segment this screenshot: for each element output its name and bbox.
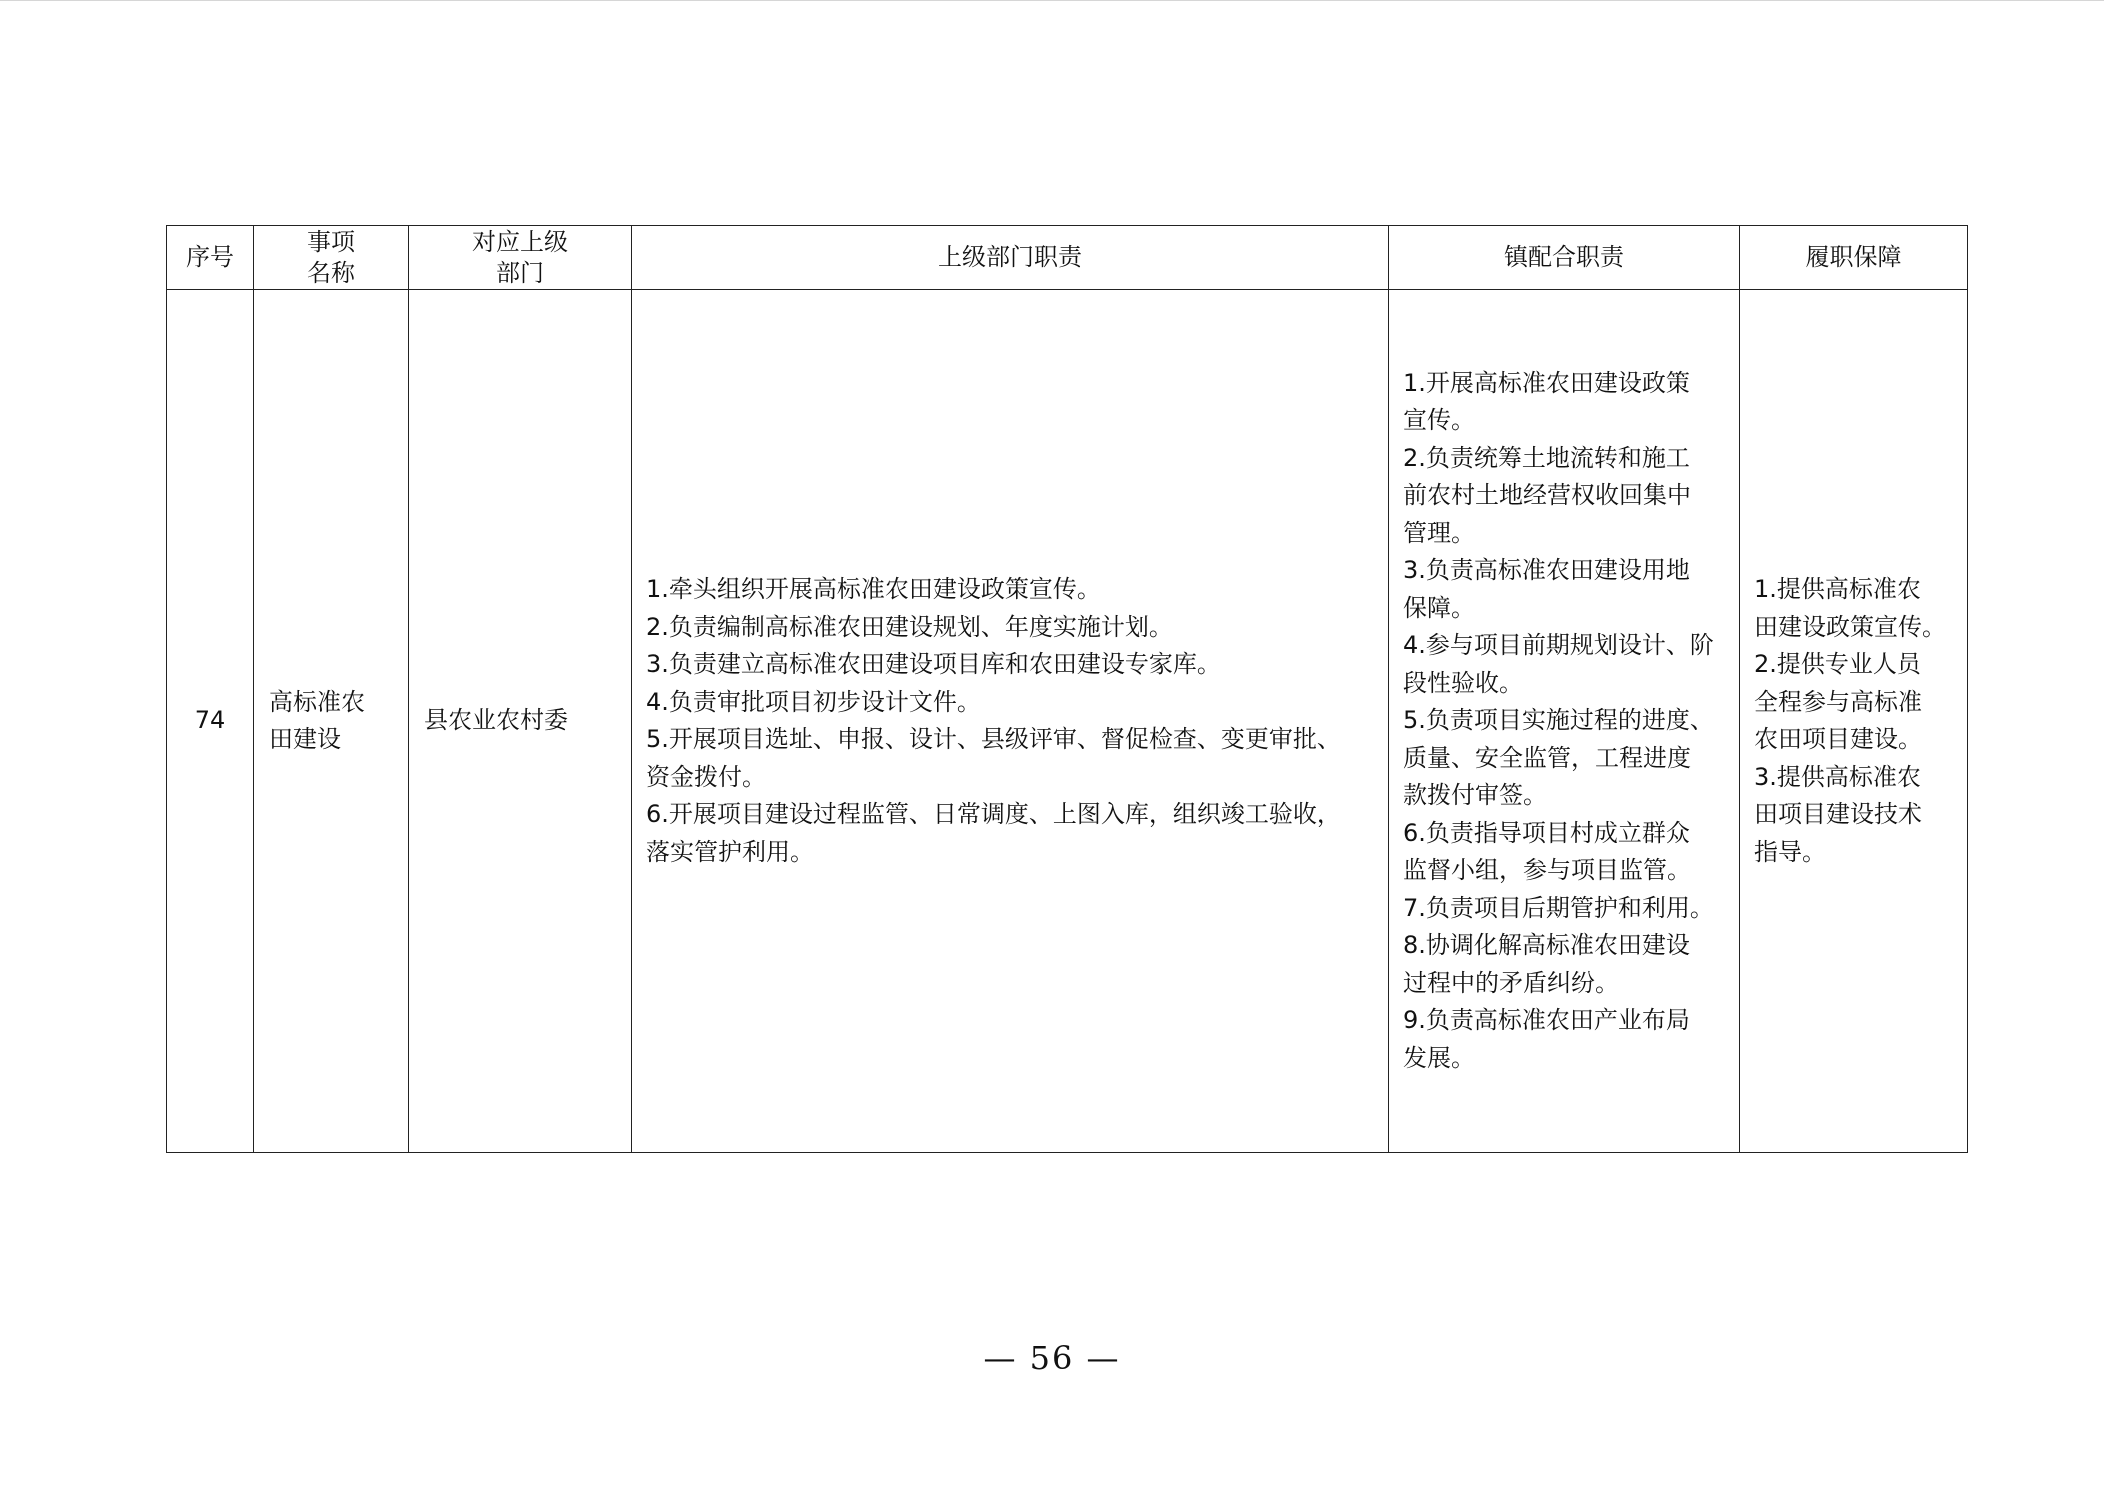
duty-line: 发展。	[1403, 1043, 1475, 1072]
header-seq: 序号	[167, 226, 254, 290]
duty-line: 资金拨付。	[646, 762, 766, 791]
duty-line: 农田项目建设。	[1754, 725, 1922, 753]
header-superior-dept: 对应上级 部门	[409, 226, 632, 290]
duty-line: 全程参与高标准	[1754, 687, 1922, 716]
duty-line: 2.负责统筹土地流转和施工	[1403, 443, 1690, 472]
duty-line: 7.负责项目后期管护和利用。	[1403, 893, 1714, 922]
duty-line: 田项目建设技术	[1754, 800, 1922, 828]
duty-line: 款拨付审签。	[1403, 781, 1547, 810]
page-top-edge	[0, 0, 2104, 1]
header-town-duties: 镇配合职责	[1389, 226, 1740, 290]
duty-line: 1.开展高标准农田建设政策	[1403, 368, 1690, 397]
duty-line: 指导。	[1754, 837, 1826, 866]
cell-guarantee	[1740, 290, 1968, 1153]
duty-line: 5.负责项目实施过程的进度、	[1403, 706, 1714, 735]
duty-line: 质量、安全监管，工程进度	[1403, 743, 1691, 772]
duty-line: 5.开展项目选址、申报、设计、县级评审、督促检查、变更审批、	[646, 725, 1341, 753]
duty-line: 1.提供高标准农	[1754, 575, 1921, 603]
duty-line: 3.负责建立高标准农田建设项目库和农田建设专家库。	[646, 650, 1221, 678]
cell-seq: 74	[167, 290, 254, 1153]
cell-item-name: 高标准农 田建设	[254, 290, 409, 1153]
cell-town-duties	[1389, 290, 1740, 1153]
duty-line: 过程中的矛盾纠纷。	[1403, 968, 1619, 997]
cell-superior-dept: 县农业农村委	[409, 290, 632, 1153]
duty-line: 3.负责高标准农田建设用地	[1403, 556, 1690, 585]
duty-line: 4.负责审批项目初步设计文件。	[646, 687, 981, 716]
duty-line: 1.牵头组织开展高标准农田建设政策宣传。	[646, 575, 1101, 603]
duty-line: 宣传。	[1403, 406, 1475, 435]
cell-superior-duties	[632, 290, 1389, 1153]
duty-line: 6.开展项目建设过程监管、日常调度、上图入库，组织竣工验收，	[646, 800, 1341, 828]
duty-line: 落实管护利用。	[646, 837, 814, 866]
duty-line: 4.参与项目前期规划设计、阶	[1403, 631, 1714, 660]
duty-line: 保障。	[1403, 593, 1475, 622]
duty-line: 段性验收。	[1403, 668, 1523, 697]
duty-line: 9.负责高标准农田产业布局	[1403, 1006, 1690, 1035]
duty-line: 田建设政策宣传。	[1754, 612, 1946, 641]
duty-table	[166, 225, 1968, 1153]
header-superior-duties: 上级部门职责	[632, 226, 1389, 290]
duty-line: 前农村土地经营权收回集中	[1403, 481, 1691, 510]
header-item-name: 事项 名称	[254, 226, 409, 290]
table-row	[167, 290, 1968, 1153]
duty-line: 管理。	[1403, 518, 1475, 547]
duty-line: 监督小组，参与项目监管。	[1403, 856, 1691, 885]
duty-line: 6.负责指导项目村成立群众	[1403, 818, 1690, 847]
duty-line: 2.提供专业人员	[1754, 650, 1921, 678]
table-header-row	[167, 226, 1968, 290]
duty-line: 8.协调化解高标准农田建设	[1403, 931, 1690, 960]
duty-line: 2.负责编制高标准农田建设规划、年度实施计划。	[646, 612, 1173, 641]
page-number: — 56 —	[983, 1339, 1121, 1377]
duty-line: 3.提供高标准农	[1754, 762, 1921, 791]
header-guarantee: 履职保障	[1740, 226, 1968, 290]
